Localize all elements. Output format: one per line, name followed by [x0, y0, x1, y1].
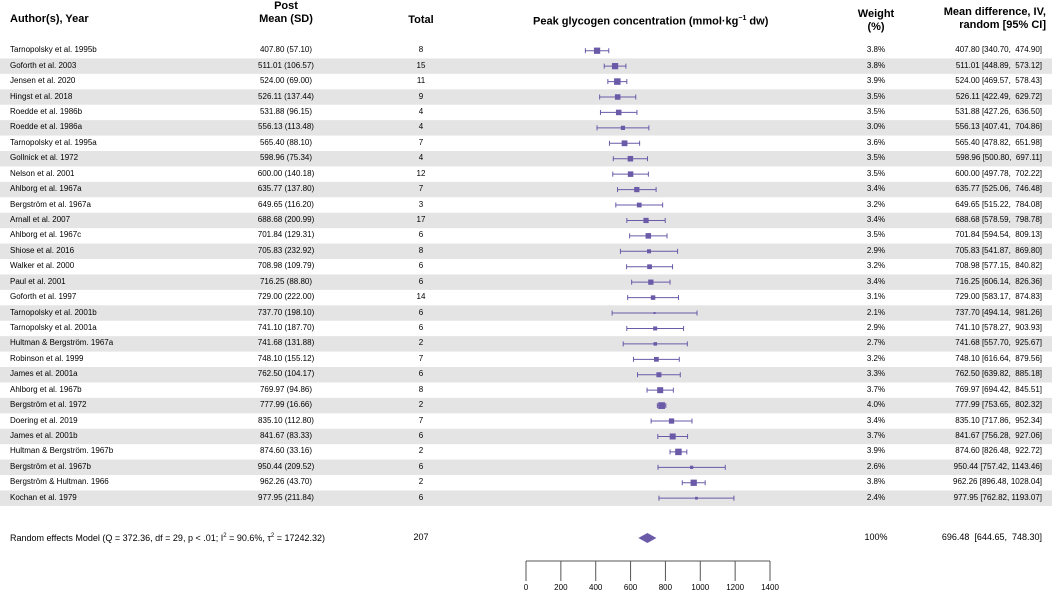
study-name: Arnall et al. 2007: [10, 214, 71, 224]
study-weight: 3.2%: [866, 199, 886, 209]
study-mean-sd: 556.13 (113.48): [258, 122, 314, 132]
study-ci: 977.95 [762.82, 1193.07]: [953, 492, 1042, 502]
point-estimate: [628, 156, 634, 162]
study-weight: 2.9%: [866, 245, 886, 255]
header-total: [396, 14, 446, 27]
summary-label-mid: = 90.6%, τ: [226, 533, 271, 543]
study-weight: 3.4%: [866, 214, 886, 224]
point-estimate: [628, 171, 634, 177]
study-weight: 3.5%: [866, 168, 886, 178]
point-estimate: [648, 280, 653, 285]
study-mean-sd: 962.26 (43.70): [259, 477, 313, 487]
study-total: 6: [418, 261, 424, 271]
header-weight-line1: Weight: [857, 8, 895, 20]
study-total: 6: [418, 430, 424, 440]
study-total: 2: [418, 477, 424, 487]
study-name: Robinson et al. 1999: [10, 353, 84, 363]
point-estimate: [622, 140, 628, 146]
study-total: 7: [418, 415, 424, 425]
study-total: 3: [418, 199, 424, 209]
x-tick-label: 1200: [726, 583, 745, 592]
point-estimate: [647, 264, 652, 269]
study-total: 14: [416, 292, 426, 302]
x-tick-label: 400: [589, 583, 603, 592]
study-total: 8: [418, 245, 424, 255]
study-name: Gollnick et al. 1972: [10, 153, 79, 163]
point-estimate: [621, 126, 625, 130]
study-name: James et al. 2001b: [10, 430, 78, 440]
study-ci: 962.26 [896.48, 1028.04]: [953, 477, 1042, 487]
study-weight: 2.7%: [866, 338, 886, 348]
study-mean-sd: 977.95 (211.84): [258, 492, 314, 502]
study-ci: 748.10 [616.64, 879.56]: [955, 353, 1042, 363]
study-mean-sd: 407.80 (57.10): [259, 45, 313, 55]
point-estimate: [656, 372, 661, 377]
header-md-line2: random [95% CI]: [959, 19, 1046, 31]
study-ci: 407.80 [340.70, 474.90]: [955, 45, 1042, 55]
study-mean-sd: 531.88 (96.15): [259, 106, 313, 116]
study-ci: 777.99 [753.65, 802.32]: [955, 400, 1042, 410]
study-total: 11: [416, 76, 426, 86]
study-weight: 3.2%: [866, 261, 886, 271]
study-mean-sd: 701.84 (129.31): [257, 230, 315, 240]
x-tick-label: 800: [658, 583, 673, 592]
study-ci: 526.11 [422.49, 629.72]: [955, 91, 1042, 101]
study-weight: 2.1%: [866, 307, 886, 317]
study-mean-sd: 741.68 (131.88): [257, 338, 315, 348]
study-name: Ahlborg et al. 1967b: [10, 384, 82, 394]
study-ci: 762.50 [639.82, 885.18]: [955, 369, 1042, 379]
header-md-line1: Mean difference, IV,: [943, 6, 1046, 18]
study-mean-sd: 600.00 (140.18): [257, 168, 315, 178]
study-mean-sd: 737.70 (198.10): [257, 307, 315, 317]
study-ci: 835.10 [717.86, 952.34]: [955, 415, 1042, 425]
study-mean-sd: 762.50 (104.17): [257, 369, 315, 379]
study-total: 4: [418, 153, 424, 163]
plot-title-sup: −1: [738, 15, 747, 22]
summary-label-main: Random effects Model (Q = 372.36, df = 29, p < .01; I: [10, 533, 224, 543]
study-ci: 708.98 [577.15, 840.82]: [955, 261, 1042, 271]
summary-total: 207: [413, 532, 429, 542]
summary-label-sup1: 2: [223, 533, 227, 539]
study-ci: 688.68 [578.59, 798.78]: [955, 214, 1042, 224]
x-tick-label: 600: [623, 583, 638, 592]
study-name: Kochan et al. 1979: [10, 492, 77, 502]
study-mean-sd: 777.99 (16.66): [259, 400, 313, 410]
study-weight: 3.4%: [866, 184, 886, 194]
study-mean-sd: 635.77 (137.80): [257, 184, 315, 194]
study-mean-sd: 729.00 (222.00): [257, 292, 315, 302]
header-mean-difference: [922, 6, 1046, 32]
study-total: 17: [416, 214, 426, 224]
study-weight: 3.8%: [866, 60, 886, 70]
point-estimate: [634, 187, 639, 192]
x-tick-label: 200: [554, 583, 568, 592]
study-ci: 556.13 [407.41, 704.86]: [955, 122, 1042, 132]
header-weight-line2: (%): [867, 21, 885, 33]
study-ci: 874.60 [826.48, 922.72]: [955, 446, 1042, 456]
study-name: Tarnopolsky et al. 2001b: [10, 307, 97, 317]
study-total: 8: [418, 45, 424, 55]
point-estimate: [654, 312, 656, 314]
study-weight: 3.8%: [866, 477, 886, 487]
point-estimate: [643, 218, 648, 223]
header-total-label: Total: [408, 14, 434, 26]
header-study: [10, 13, 89, 26]
study-name: Doering et al. 2019: [10, 415, 78, 425]
study-total: 7: [418, 184, 424, 194]
study-name: James et al. 2001a: [10, 369, 78, 379]
study-mean-sd: 649.65 (116.20): [258, 199, 314, 209]
point-estimate: [695, 497, 698, 500]
study-ci: 635.77 [525.06, 746.48]: [955, 184, 1042, 194]
point-estimate: [646, 233, 652, 239]
study-name: Goforth et al. 2003: [10, 60, 77, 70]
study-name: Walker et al. 2000: [10, 261, 75, 271]
study-total: 4: [418, 106, 424, 116]
study-name: Roedde et al. 1986b: [10, 106, 83, 116]
study-name: Goforth et al. 1997: [10, 292, 77, 302]
study-name: Nelson et al. 2001: [10, 168, 75, 178]
study-mean-sd: 708.98 (109.79): [257, 261, 315, 271]
study-ci: 950.44 [757.42, 1143.46]: [953, 461, 1042, 471]
study-name: Hultman & Bergström. 1967b: [10, 446, 114, 456]
point-estimate: [658, 402, 665, 409]
study-mean-sd: 835.10 (112.80): [258, 415, 314, 425]
study-ci: 716.25 [606.14, 826.36]: [955, 276, 1042, 286]
study-name: Bergström et al. 1972: [10, 400, 87, 410]
plot-title-end: dw): [746, 15, 769, 28]
study-ci: 524.00 [469.57, 578.43]: [955, 76, 1042, 86]
study-total: 7: [418, 353, 424, 363]
study-ci: 701.84 [594.54, 809.13]: [955, 230, 1042, 240]
study-total: 9: [418, 91, 424, 101]
study-ci: 531.88 [427.26, 636.50]: [955, 106, 1042, 116]
study-weight: 3.4%: [866, 276, 886, 286]
point-estimate: [669, 418, 674, 423]
study-name: Bergström et al. 1967b: [10, 461, 91, 471]
point-estimate: [654, 342, 658, 346]
x-axis: [524, 561, 780, 592]
study-weight: 2.9%: [866, 322, 886, 332]
study-ci: 511.01 [448.89, 573.12]: [955, 60, 1042, 70]
study-mean-sd: 950.44 (209.52): [257, 461, 315, 471]
study-weight: 3.8%: [866, 45, 886, 55]
point-estimate: [691, 480, 697, 486]
x-tick-label: 1000: [691, 583, 710, 592]
header-study-label: Author(s), Year: [10, 13, 89, 25]
point-estimate: [690, 466, 693, 469]
point-estimate: [615, 94, 621, 100]
study-name: Tarnopolsky et al. 2001a: [10, 322, 97, 332]
study-name: Shiose et al. 2016: [10, 245, 75, 255]
header-mean: [240, 0, 332, 26]
study-weight: 3.1%: [866, 292, 886, 302]
study-weight: 2.6%: [866, 461, 886, 471]
study-name: Paul et al. 2001: [10, 276, 66, 286]
header-mean-line2: Mean (SD): [259, 13, 313, 25]
study-name: Tarnopolsky et al. 1995a: [10, 137, 97, 147]
summary-ci: 696.48 [644.65, 748.30]: [941, 532, 1042, 542]
study-ci: 705.83 [541.87, 869.80]: [955, 245, 1042, 255]
point-estimate: [653, 326, 657, 330]
study-total: 2: [418, 400, 424, 410]
study-ci: 598.96 [500.80, 697.11]: [955, 153, 1042, 163]
x-tick-label: 0: [523, 583, 529, 592]
point-estimate: [651, 295, 656, 300]
study-total: 8: [418, 384, 424, 394]
study-ci: 841.67 [756.28, 927.06]: [955, 430, 1042, 440]
study-ci: 600.00 [497.78, 702.22]: [955, 168, 1042, 178]
study-total: 15: [416, 60, 426, 70]
study-mean-sd: 874.60 (33.16): [259, 446, 313, 456]
study-mean-sd: 524.00 (69.00): [259, 76, 313, 86]
study-total: 6: [418, 276, 424, 286]
summary-label-sup2: 2: [270, 533, 275, 539]
study-mean-sd: 741.10 (187.70): [257, 322, 315, 332]
study-total: 6: [418, 369, 424, 379]
point-estimate: [637, 203, 642, 208]
study-weight: 3.4%: [866, 415, 886, 425]
study-total: 12: [416, 168, 426, 178]
study-weight: 3.2%: [866, 353, 886, 363]
study-name: Hultman & Bergström. 1967a: [10, 338, 114, 348]
point-estimate: [657, 387, 663, 393]
study-ci: 649.65 [515.22, 784.08]: [955, 199, 1042, 209]
study-mean-sd: 598.96 (75.34): [259, 153, 313, 163]
study-name: Ahlborg et al. 1967a: [10, 184, 82, 194]
study-weight: 3.5%: [866, 153, 886, 163]
study-weight: 3.3%: [866, 369, 886, 379]
summary-label: [10, 533, 325, 543]
study-total: 2: [418, 446, 424, 456]
study-mean-sd: 511.01 (106.57): [258, 60, 314, 70]
plot-title-main: Peak glycogen concentration (mmol·kg: [533, 15, 739, 28]
study-weight: 2.4%: [866, 492, 886, 502]
point-estimate: [675, 449, 682, 456]
study-total: 6: [418, 492, 424, 502]
study-weight: 3.7%: [866, 384, 886, 394]
study-mean-sd: 688.68 (200.99): [257, 214, 315, 224]
header-plot-title: [533, 12, 768, 29]
study-total: 7: [418, 137, 424, 147]
study-total: 2: [418, 338, 424, 348]
study-ci: 737.70 [494.14, 981.26]: [955, 307, 1042, 317]
study-name: Jensen et al. 2020: [10, 76, 76, 86]
study-ci: 729.00 [583.17, 874.83]: [955, 292, 1042, 302]
study-name: Ahlborg et al. 1967c: [10, 230, 82, 240]
summary-label-end: = 17242.32): [274, 533, 326, 543]
study-weight: 3.5%: [866, 230, 886, 240]
study-ci: 741.68 [557.70, 925.67]: [955, 338, 1042, 348]
summary-diamond: [638, 533, 656, 543]
point-estimate: [594, 48, 600, 54]
study-total: 6: [418, 461, 424, 471]
study-name: Bergström et al. 1967a: [10, 199, 91, 209]
study-mean-sd: 526.11 (137.44): [258, 91, 314, 101]
study-total: 4: [418, 122, 424, 132]
summary-weight: 100%: [864, 532, 888, 542]
point-estimate: [670, 433, 676, 439]
study-weight: 3.7%: [866, 430, 886, 440]
x-tick-label: 1400: [761, 583, 779, 592]
study-weight: 3.5%: [866, 91, 886, 101]
study-name: Roedde et al. 1986a: [10, 122, 83, 132]
study-mean-sd: 748.10 (155.12): [257, 353, 315, 363]
study-weight: 3.0%: [866, 122, 886, 132]
study-mean-sd: 769.97 (94.86): [259, 384, 313, 394]
study-total: 6: [418, 307, 424, 317]
study-ci: 741.10 [578.27, 903.93]: [955, 322, 1042, 332]
header-weight: [848, 8, 904, 34]
study-mean-sd: 841.67 (83.33): [259, 430, 313, 440]
study-name: Bergström & Hultman. 1966: [10, 477, 109, 487]
study-weight: 3.6%: [866, 137, 886, 147]
study-weight: 3.9%: [866, 446, 886, 456]
study-name: Hingst et al. 2018: [10, 91, 73, 101]
study-weight: 4.0%: [866, 400, 886, 410]
point-estimate: [647, 249, 651, 253]
study-name: Tarnopolsky et al. 1995b: [10, 45, 97, 55]
point-estimate: [612, 63, 618, 69]
point-estimate: [616, 110, 622, 116]
point-estimate: [654, 357, 659, 362]
study-mean-sd: 565.40 (88.10): [259, 137, 313, 147]
study-ci: 565.40 [478.82, 651.98]: [955, 137, 1042, 147]
point-estimate: [614, 78, 621, 85]
study-ci: 769.97 [694.42, 845.51]: [955, 384, 1042, 394]
study-total: 6: [418, 230, 424, 240]
study-total: 6: [418, 322, 424, 332]
study-weight: 3.9%: [866, 76, 886, 86]
header-mean-line1: Post: [274, 0, 298, 12]
study-mean-sd: 705.83 (232.92): [257, 245, 315, 255]
study-mean-sd: 716.25 (88.80): [259, 276, 313, 286]
study-weight: 3.5%: [866, 106, 886, 116]
